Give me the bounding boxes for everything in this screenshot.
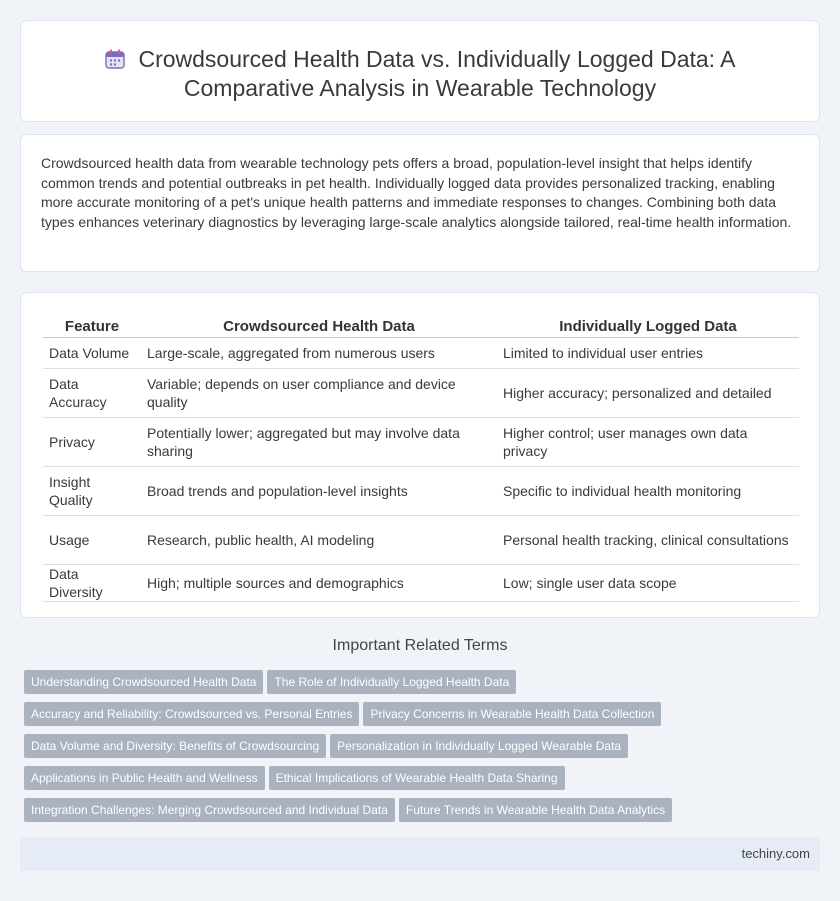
footer: [20, 837, 820, 871]
table-cell-individual: Higher control; user manages own data privacy: [497, 418, 799, 467]
intro-paragraph: Crowdsourced health data from wearable technology pets offers a broad, population-level insight that helps identify common trends and potential outbreaks in pet health. Individually logged data provides personalized tracking, enabling more accurate monitoring of a pet's unique health patterns and immediate responses to changes. Combining both data types enhances veterinary diagnostics by leveraging large-scale analytics alongside tailored, real-time health information.: [41, 155, 792, 230]
table-cell-crowdsourced: Variable; depends on user compliance and device quality: [141, 369, 497, 418]
related-term-tag[interactable]: Accuracy and Reliability: Crowdsourced vs. Personal Entries: [24, 702, 359, 726]
table-cell-feature: Privacy: [43, 418, 141, 467]
table-cell-individual: Specific to individual health monitoring: [497, 467, 799, 516]
table-cell-feature: Data Volume: [43, 338, 141, 369]
table-cell-crowdsourced: Broad trends and population-level insights: [141, 467, 497, 516]
table-cell-crowdsourced: Potentially lower; aggregated but may involve data sharing: [141, 418, 497, 467]
table-cell-individual: Personal health tracking, clinical consultations: [497, 516, 799, 565]
related-term-tag[interactable]: The Role of Individually Logged Health Data: [267, 670, 516, 694]
related-term-tag[interactable]: Privacy Concerns in Wearable Health Data Collection: [363, 702, 661, 726]
table-row: [43, 565, 799, 602]
related-term-tag[interactable]: Applications in Public Health and Wellness: [24, 766, 265, 790]
related-terms-heading: Important Related Terms: [332, 637, 508, 654]
header-feature: Feature: [43, 315, 141, 338]
title-line-1: Crowdsourced Health Data vs. Individually Logged Data: A: [138, 46, 736, 72]
table-cell-feature: Data Accuracy: [43, 369, 141, 418]
header-individual: Individually Logged Data: [497, 315, 799, 338]
page-title: [21, 45, 819, 103]
table-header-row: [43, 315, 799, 338]
comparison-table: [43, 315, 799, 602]
table-cell-individual: Low; single user data scope: [497, 565, 799, 602]
related-term-tag[interactable]: Understanding Crowdsourced Health Data: [24, 670, 263, 694]
related-term-tag[interactable]: Future Trends in Wearable Health Data Analytics: [399, 798, 672, 822]
header-crowdsourced: Crowdsourced Health Data: [141, 315, 497, 338]
table-row: [43, 516, 799, 565]
table-cell-individual: Higher accuracy; personalized and detailed: [497, 369, 799, 418]
related-term-tag[interactable]: Data Volume and Diversity: Benefits of Crowdsourcing: [24, 734, 326, 758]
intro-card: [20, 134, 820, 272]
table-cell-feature: Insight Quality: [43, 467, 141, 516]
table-cell-individual: Limited to individual user entries: [497, 338, 799, 369]
related-term-tag[interactable]: Personalization in Individually Logged Wearable Data: [330, 734, 628, 758]
table-cell-feature: Usage: [43, 516, 141, 565]
footer-brand[interactable]: techiny.com: [741, 846, 810, 861]
table-row: [43, 467, 799, 516]
table-row: [43, 338, 799, 369]
title-line-2: Comparative Analysis in Wearable Technology: [183, 75, 657, 101]
table-row: [43, 369, 799, 418]
table-cell-feature: Data Diversity: [43, 565, 141, 602]
table-cell-crowdsourced: Large-scale, aggregated from numerous users: [141, 338, 497, 369]
comparison-card: [20, 292, 820, 618]
related-term-tag[interactable]: Integration Challenges: Merging Crowdsourced and Individual Data: [24, 798, 395, 822]
related-term-tag[interactable]: Ethical Implications of Wearable Health Data Sharing: [269, 766, 565, 790]
table-cell-crowdsourced: Research, public health, AI modeling: [141, 516, 497, 565]
table-cell-crowdsourced: High; multiple sources and demographics: [141, 565, 497, 602]
related-terms-list: [24, 670, 824, 830]
title-card: [20, 20, 820, 122]
calendar-icon: [104, 48, 126, 70]
table-row: [43, 418, 799, 467]
